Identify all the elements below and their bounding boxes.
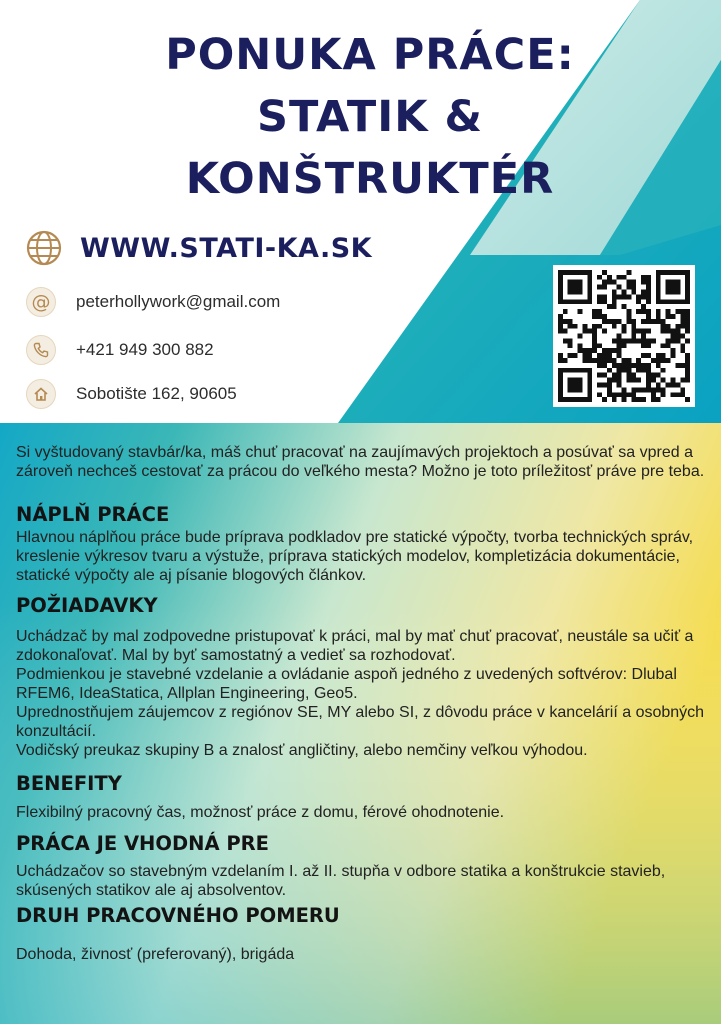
job-description xyxy=(16,443,716,964)
website-row[interactable] xyxy=(26,230,372,266)
heading-napln-prace: NÁPLŇ PRÁCE xyxy=(16,503,170,526)
heading-poziadavky: POŽIADAVKY xyxy=(16,594,158,617)
napln-prace-text: Hlavnou náplňou práce bude príprava podkladov pre statické výpočty, tvorba technických správ, kreslenie výkresov tvaru a výstuže, príprava statických modelov, kompletizácia dokumentácie, statické výpočty ale aj písanie blogových článkov. xyxy=(16,529,694,584)
heading-druh-pomeru: DRUH PRACOVNÉHO POMERU xyxy=(16,904,340,927)
address-row xyxy=(26,379,237,409)
druh-pomeru-text: Dohoda, živnosť (preferovaný), brigáda xyxy=(16,946,295,963)
email-row[interactable] xyxy=(26,287,280,317)
poziadavky-text-1: Uchádzač by mal zodpovedne pristupovať k práci, mal by mať chuť pracovať, neustále sa učiť a zdokonaľovať. Mal by byť samostatný a vedieť sa rozhodovať. xyxy=(16,628,694,664)
title-line-3: KONŠTRUKTÉR xyxy=(185,154,555,204)
intro-text: Si vyštudovaný stavbár/ka, máš chuť pracovať na zaujímavých projektoch a posúvať sa vpred a zároveň nechceš cestovať za prácou do veľkého mesta? Možno je toto príležitosť práve pre teba. xyxy=(16,444,705,480)
globe-icon xyxy=(26,230,62,266)
poziadavky-text-3: Uprednostňujem záujemcov z regiónov SE, MY alebo SI, z dôvodu práce v kancelárií a osobných konzultácií. xyxy=(16,704,705,740)
phone-row[interactable] xyxy=(26,335,214,365)
qr-code-graphic xyxy=(553,265,695,407)
page-title xyxy=(100,24,640,210)
poziadavky-text-2: Podmienkou je stavebné vzdelanie a ovládanie aspoň jedného z uvedených softvérov: Dlubal RFEM6, IdeaStatica, Allplan Engineering, Geo5. xyxy=(16,666,677,702)
phone-icon xyxy=(26,335,56,365)
poziadavky-text-4: Vodičský preukaz skupiny B a znalosť angličtiny, alebo nemčiny veľkou výhodou. xyxy=(16,742,588,759)
heading-benefity: BENEFITY xyxy=(16,772,122,795)
address-text: Sobotište 162, 90605 xyxy=(76,384,237,403)
at-icon: @ xyxy=(26,287,56,317)
benefity-text: Flexibilný pracovný čas, možnosť práce z domu, férové ohodnotenie. xyxy=(16,804,505,821)
phone-text[interactable]: +421 949 300 882 xyxy=(76,340,214,359)
email-text[interactable]: peterhollywork@gmail.com xyxy=(76,292,281,311)
vhodna-pre-text: Uchádzačov so stavebným vzdelaním I. až II. stupňa v odbore statika a konštrukcie stavieb, skúsených statikov ale aj absolventov. xyxy=(16,863,666,899)
home-icon xyxy=(26,379,56,409)
qr-code[interactable] xyxy=(553,265,695,407)
title-line-1: PONUKA PRÁCE: xyxy=(165,30,575,80)
website-link[interactable]: WWW.STATI-KA.SK xyxy=(80,232,373,264)
title-line-2: STATIK & xyxy=(256,92,484,142)
heading-praca-vhodna-pre: PRÁCA JE VHODNÁ PRE xyxy=(16,832,269,855)
